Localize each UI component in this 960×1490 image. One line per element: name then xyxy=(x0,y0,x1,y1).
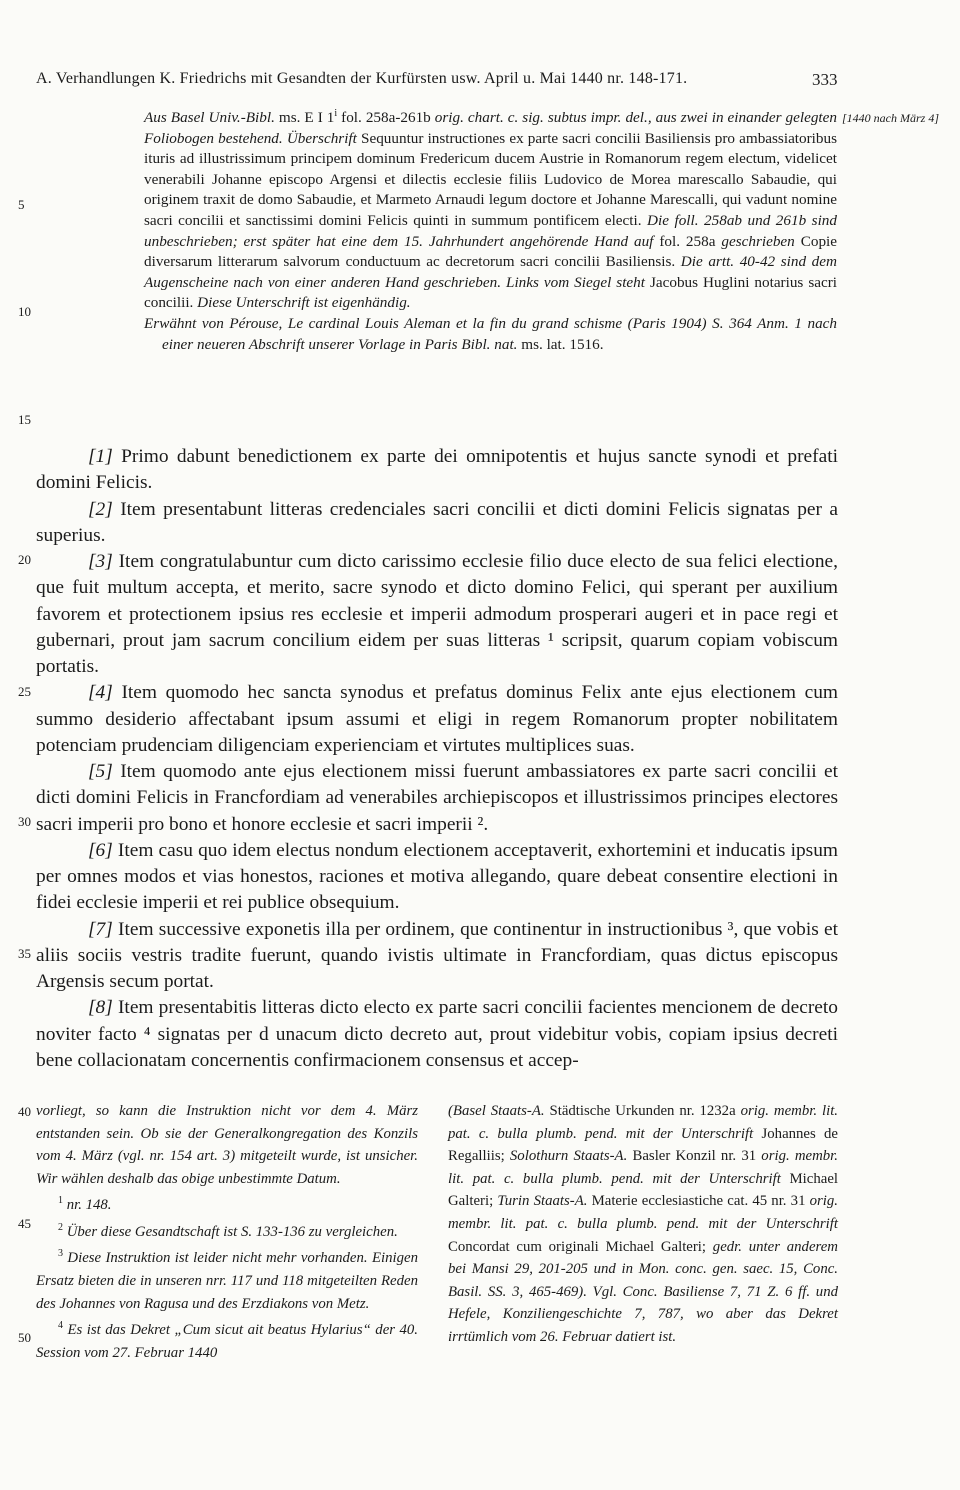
line-number: 15 xyxy=(18,412,31,427)
running-title: A. Verhandlungen K. Friedrichs mit Gesandten der Kurfürsten usw. April u. Mai 1440 nr. 148-171. xyxy=(36,70,688,87)
line-number: 5 xyxy=(18,197,25,212)
article: [4] Item quomodo hec sancta synodus et prefatus dominus Felix ante ejus electionem cum summo desiderio affectabant ipsum assumi et eligi in regem Romanorum propter nobilitatem potenciam prudenciam diligenciam experienciam et virtutes multiplices suas. xyxy=(36,682,838,756)
footnote-continuation: vorliegt, so kann die Instruktion nicht vor dem 4. März entstanden sein. Ob sie der Generalkongregation des Konzils vom 4. März (vgl. nr. 154 art. 3) mitgeteilt wurde, ist unsicher. Wir wählen deshalb das obige unbestimmte Datum. xyxy=(36,1103,418,1187)
footnote: $^1$ nr. 148. xyxy=(58,1195,112,1214)
line-number: 40 xyxy=(18,1104,31,1119)
margin-date: [1440 nach März 4] xyxy=(842,111,940,125)
article: [7] Item successive exponetis illa per ordinem, que continentur in instructionibus ³, que vobis et aliis sociis vestris tradite fuerunt, quando ivistis ultimate in Francfordiam, quas dictus episcopus Argensis secum portat. xyxy=(36,918,838,992)
footnote: $^4$ Es ist das Dekret „Cum sicut ait beatus Hylarius“ der 40. Session vom 27. Februar 1440 xyxy=(36,1320,418,1361)
article: [6] Item casu quo idem electus nondum electionem acceptaverit, exhortemini et inducatis ipsum per omnes modos et vias honestos, raciones et motiva allegando, quare debeat consentire electioni in fidei ecclesie imperii et rei publice obsequium. xyxy=(36,839,838,914)
footnote-continuation: (Basel Staats-A. Städtische Urkunden nr. 1232a orig. membr. lit. pat. c. bulla plumb. pend. mit der Unterschrift Johannes de Regalliis; Solothurn Staats-A. Basler Konzil nr. 31 orig. membr. lit. pat. c. bulla plumb. pend. mit der Unterschrift Michael Galteri; Turin Staats-A. Materie ecclesiastiche cat. 45 nr. 31 orig. membr. lit. pat. c. bulla plumb. pend. mit der Unterschrift Concordat cum originali Michael Galteri; gedr. unter anderem bei Mansi 29, 201-205 und in Mon. conc. gen. saec. 15, Conc. Basil. SS. 3, 465-469). Vgl. Conc. Basiliense 7, 71 Z. 6 ff. und Hefele, Konziliengeschichte 7, 787, wo aber das Dekret irrtümlich vom 26. Februar datiert ist. xyxy=(448,1103,839,1345)
article: [1] Primo dabunt benedictionem ex parte dei omnipotentis et hujus sancte synodi et prefati domini Felicis. xyxy=(36,446,838,494)
source-description: Aus Basel Univ.-Bibl. ms. E I 1$^i$ fol. 258a-261b orig. chart. c. sig. subtus impr. del., aus zwei in einander gelegten Foliobogen bestehend. Überschrift Sequuntur instructiones ex parte sacri concilii Basiliensis pro ambassiatoribus ituris ad illustrissimum principem dominum Fredericum ducem Austrie in Romanorum regem electum, videlicet venerabili Johanne episcopo Argensi et dilectis ecclesie filiis Ludovico de Morea marescallo Sabaudie, qui originem traxit de domo Sabaudie, et Marmeto Arnaudi legum doctore et Johanne Marescalli, qui vadunt nomine sacri concilii et sanctissimi domini Felicis quinti in summum pontificem electi. Die foll. 258ab und 261b sind unbeschrieben; erst später hat eine dem 15. Jahrhundert angehörende Hand auf fol. 258a geschrieben Copie diversarum litterarum salvorum conductuum ac decretorum sacri concilii Basiliensis. Die artt. 40-42 sind dem Augenscheine nach von einer anderen Hand geschrieben. Links vom Siegel steht Jacobus Huglini notarius sacri concilii. Diese Unterschrift ist eigenhändig. xyxy=(144,108,837,312)
line-number: 45 xyxy=(18,1216,31,1231)
footnote: $^2$ Über diese Gesandtschaft ist S. 133-136 zu vergleichen. xyxy=(58,1221,398,1240)
line-number: 50 xyxy=(18,1330,31,1345)
article: [5] Item quomodo ante ejus electionem missi fuerunt ambassiatores ex parte sacri concilii et dicti domini Felicis in Francfordiam ad venerabiles archiepiscopos et illustrissimos principes electores sacri imperii pro bono et honore ecclesie et sacri imperii ². xyxy=(36,761,838,835)
line-number: 25 xyxy=(18,684,31,699)
page-number: 333 xyxy=(812,70,838,89)
line-number: 10 xyxy=(18,304,31,319)
main-text xyxy=(36,444,838,1074)
article: [2] Item presentabunt litteras credenciales sacri concilii et dicti domini Felicis signatas per a superius. xyxy=(36,498,838,546)
literature-reference: Erwähnt von Pérouse, Le cardinal Louis Aleman et la fin du grand schisme (Paris 1904) S. 364 Anm. 1 nach einer neueren Abschrift unserer Vorlage in Paris Bibl. nat. ms. lat. 1516. xyxy=(144,315,837,353)
line-number: 35 xyxy=(18,946,31,961)
article: [8] Item presentabitis litteras dicto electo ex parte sacri concilii facientes mencionem de decreto noviter facto ⁴ signatas per d unacum dicto decreto aut, prout videbitur vobis, copiam ipsius decreti bene collacionatam concernentis confirmacionem consensus et accep- xyxy=(36,997,838,1071)
footnotes-left xyxy=(36,1100,418,1364)
line-number: 20 xyxy=(18,552,31,567)
footnote: $^3$ Diese Instruktion ist leider nicht mehr vorhanden. Einigen Ersatz bieten die in unseren nrr. 117 und 118 mitgeteilten Reden des Johannes von Ragusa und des Erzdiakons von Metz. xyxy=(36,1248,418,1312)
provenance-note xyxy=(144,104,837,355)
footnotes-right xyxy=(448,1100,838,1349)
line-number: 30 xyxy=(18,814,31,829)
article: [3] Item congratulabuntur cum dicto carissimo ecclesie filio duce electo de sua felici electione, que fuit multum accepta, et merito, sacre synodo et dicto domino Felici, qui sperant per auxilium favorem et protectionem ipsius res ecclesie et imperii admodum prosperari augeri et in pace regi et gubernari, prout jam sacrum concilium eidem per suas litteras ¹ scripsit, quarum copiam vobiscum portatis. xyxy=(36,551,838,677)
